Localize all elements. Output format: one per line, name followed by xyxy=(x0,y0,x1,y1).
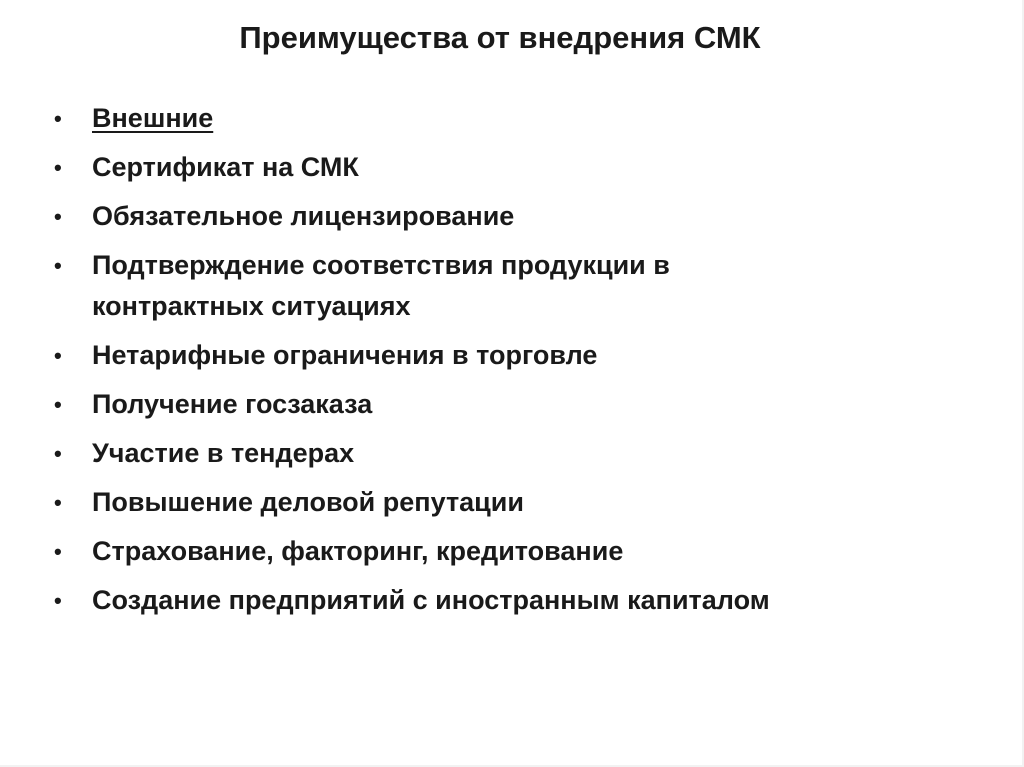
list-item-text: Повышение деловой репутации xyxy=(92,487,524,517)
list-item-foreign-capital xyxy=(52,580,992,621)
list-item-text: Обязательное лицензирование xyxy=(92,201,515,231)
list-item-insurance xyxy=(52,531,992,572)
bullet-icon: • xyxy=(54,441,62,466)
bullet-icon: • xyxy=(54,539,62,564)
bullet-icon: • xyxy=(54,155,62,180)
list-item-conformity xyxy=(52,245,992,327)
list-item-text: Страхование, факторинг, кредитование xyxy=(92,536,624,566)
list-item-licensing xyxy=(52,196,992,237)
bullet-icon: • xyxy=(54,253,62,278)
bullet-icon: • xyxy=(54,106,62,131)
slide-title: Преимущества от внедрения СМК xyxy=(239,20,761,55)
list-item-text-line-2: контрактных ситуациях xyxy=(92,291,411,321)
bullet-icon: • xyxy=(54,343,62,368)
list-item-text: Внешние xyxy=(92,103,214,133)
list-item-state-order xyxy=(52,384,992,425)
list-item-external xyxy=(52,98,992,139)
bullet-icon: • xyxy=(54,490,62,515)
list-item-certificate xyxy=(52,147,992,188)
list-item-tenders xyxy=(52,433,992,474)
list-item-text-line-1: Подтверждение соответствия продукции в xyxy=(92,250,670,280)
bullet-icon: • xyxy=(54,588,62,613)
bullet-icon: • xyxy=(54,392,62,417)
list-item-nontariff xyxy=(52,335,992,376)
bullet-list xyxy=(52,98,992,629)
list-item-reputation xyxy=(52,482,992,523)
list-item-text: Создание предприятий с иностранным капиталом xyxy=(92,585,770,615)
list-item-text: Участие в тендерах xyxy=(92,438,355,468)
bullet-icon: • xyxy=(54,204,62,229)
list-item-text: Сертификат на СМК xyxy=(92,152,359,182)
list-item-text: Получение госзаказа xyxy=(92,389,373,419)
list-item-text: Нетарифные ограничения в торговле xyxy=(92,340,598,370)
